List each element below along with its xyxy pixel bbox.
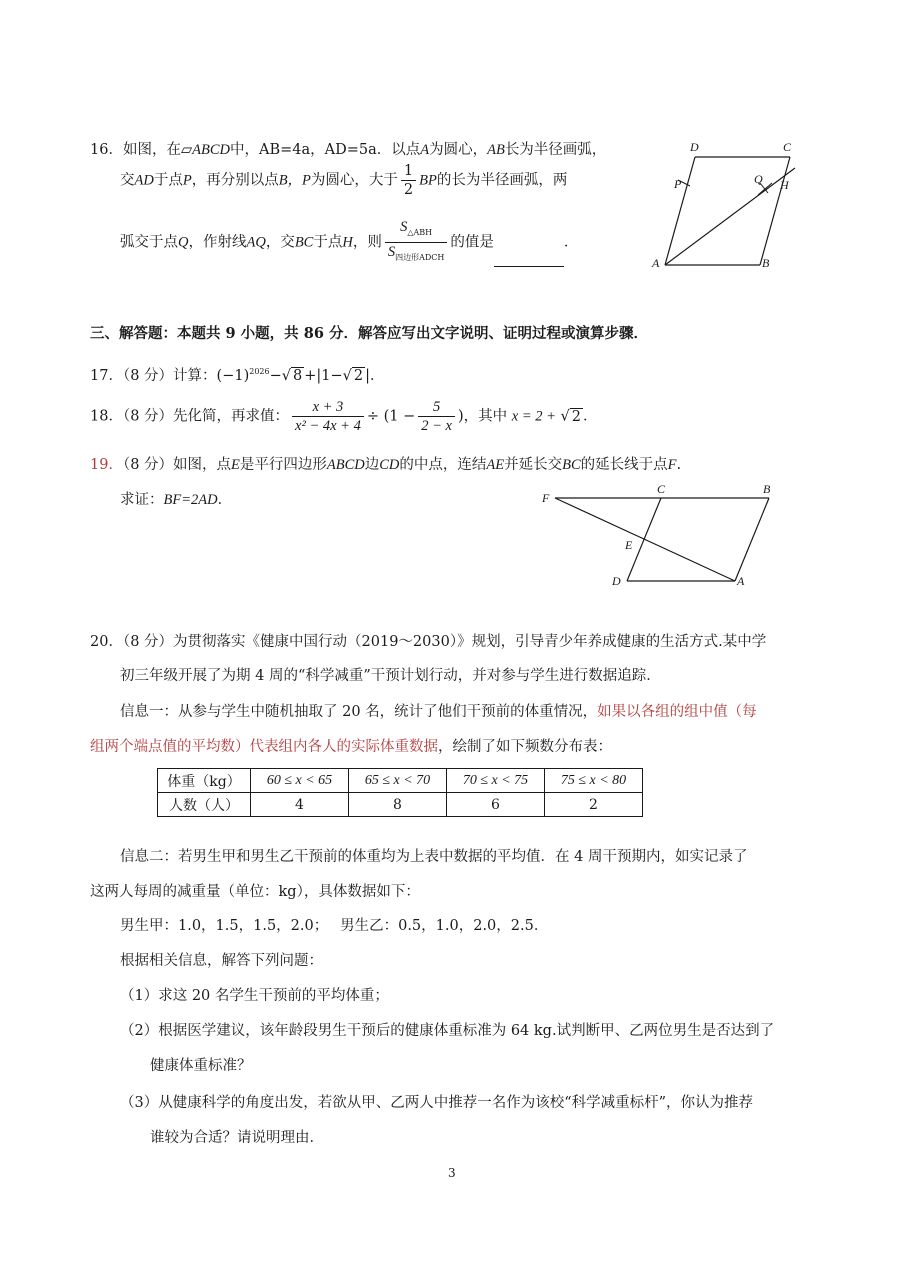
q16-line2: 交AD于点P，再分别以点B，P为圆心，大于 $\frac{1}{2}$ BP的长为半径画弧，两 — [120, 163, 568, 198]
q20-data-line: 男生甲：1.0，1.5，1.5，2.0； 男生乙：0.5，1.0，2.0，2.5． — [120, 918, 549, 934]
q16-line1: 16．如图，在▱ABCD中，AB=4a，AD=5a．以点A为圆心，AB长为半径画弧， — [90, 142, 607, 158]
q19-number: 19． — [90, 457, 123, 473]
table-row-count — [158, 793, 643, 817]
q20-part3-line2: 谁较为合适？请说明理由． — [150, 1130, 324, 1146]
q20-part1: （1）求这 20 名学生干预前的平均体重； — [120, 988, 389, 1004]
label-q: Q — [754, 172, 763, 186]
table-count: 2 — [545, 793, 643, 817]
line-ab — [735, 498, 769, 581]
label-b: B — [763, 482, 771, 496]
q19-line1: 19．（8 分）如图，点E是平行四边形ABCD边CD的中点，连结AE并延长交BC的延长线于点F. — [90, 457, 682, 473]
q17-number: 17． — [90, 368, 123, 384]
table-header-weight: 体重（kg） — [158, 769, 251, 793]
q20-part2-line2: 健康体重标准？ — [150, 1058, 252, 1074]
label-c: C — [657, 482, 666, 496]
q16-figure — [640, 135, 810, 275]
q16-number: 16． — [90, 142, 123, 158]
section3-heading: 三、解答题：本题共 9 小题，共 86 分．解答应写出文字说明、证明过程或演算步骤． — [90, 325, 648, 342]
table-count: 8 — [349, 793, 447, 817]
table-count: 6 — [447, 793, 545, 817]
parallelogram-abcd: ▱ABCD — [180, 142, 230, 158]
frequency-table — [157, 768, 643, 817]
q19-figure — [535, 478, 785, 590]
q20-prompt: 根据相关信息，解答下列问题： — [120, 953, 323, 969]
half-fraction: $\frac{1}{2}$ — [401, 162, 416, 199]
table-range: 65 ≤ x < 70 — [349, 769, 447, 793]
q16-line3: 弧交于点Q，作射线AQ，交BC于点H，则 $\frac{S_{\triangle ABH}}{S_{四边形ADCH}}$ 的值是 ． — [120, 218, 578, 267]
label-e: E — [625, 538, 633, 552]
q17: 17．（8 分）计算：$(-1)^{2026}-√$ 8 +|1−√ 2 |． — [90, 367, 385, 384]
ray-aq — [665, 168, 795, 265]
line-fa — [555, 498, 735, 581]
area-ratio-fraction: $\frac{S_{\triangle ABH}}{S_{四边形ADCH}}$ — [385, 218, 448, 267]
q18: 18．（8 分）先化简，再求值： $\frac{x + 3}{\text{x² − 4x + 4}}$ ÷ (1 − $\frac{5}{2 - x}$ )，其中 x = 2 + √ 2 ． — [90, 399, 598, 434]
q20-info1-line2: 组两个端点值的平均数）代表组内各人的实际体重数据，绘制了如下频数分布表： — [90, 739, 612, 755]
label-c: C — [783, 140, 792, 154]
page-number: 3 — [448, 1166, 456, 1180]
table-range: 75 ≤ x < 80 — [545, 769, 643, 793]
q20-info1-line1: 信息一：从参与学生中随机抽取了 20 名，统计了他们干预前的体重情况，如果以各组的组中值（每 — [120, 704, 757, 720]
q18-fraction-2: $\frac{5}{2 - x}$ — [418, 398, 455, 435]
edge-ad — [665, 157, 695, 265]
q18-number: 18． — [90, 408, 123, 425]
label-d: D — [612, 574, 621, 588]
q20-line1: 20．（8 分）为贯彻落实《健康中国行动（2019～2030）》规划，引导青少年养成健康的生活方式.某中学 — [90, 634, 767, 650]
q18-fraction-1: $\frac{x + 3}{\text{x² − 4x + 4}}$ — [292, 398, 364, 435]
label-b: B — [762, 256, 770, 270]
label-p: P — [674, 177, 682, 191]
q20-info2-line1: 信息二：若男生甲和男生乙干预前的体重均为上表中数据的平均值．在 4 周干预期内，如实记录了 — [120, 849, 748, 865]
table-header-count: 人数（人） — [158, 793, 251, 817]
edge-bc — [760, 157, 790, 265]
label-a: A — [737, 574, 745, 588]
table-range: 70 ≤ x < 75 — [447, 769, 545, 793]
table-count: 4 — [251, 793, 349, 817]
label-f: F — [542, 491, 550, 505]
q20-number: 20． — [90, 634, 123, 650]
q20-part3-line1: （3）从健康科学的角度出发，若欲从甲、乙两人中推荐一名作为该校“科学减重标杆”，你认为推荐 — [120, 1095, 754, 1111]
label-a: A — [652, 256, 660, 270]
answer-blank[interactable] — [494, 252, 564, 267]
table-row-weight — [158, 769, 643, 793]
q20-part2-line1: （2）根据医学建议，该年龄段男生干预后的健康体重标准为 64 kg.试判断甲、乙两位男生是否达到了 — [120, 1023, 775, 1039]
table-range: 60 ≤ x < 65 — [251, 769, 349, 793]
label-h: H — [780, 178, 789, 192]
label-d: D — [690, 140, 699, 154]
q19-prove: 求证：BF=2AD． — [120, 492, 233, 508]
q20-line2: 初三年级开展了为期 4 周的“科学减重”干预计划行动，并对参与学生进行数据追踪． — [120, 668, 661, 684]
q20-info2-line2: 这两人每周的减重量（单位：kg），具体数据如下： — [90, 884, 420, 900]
